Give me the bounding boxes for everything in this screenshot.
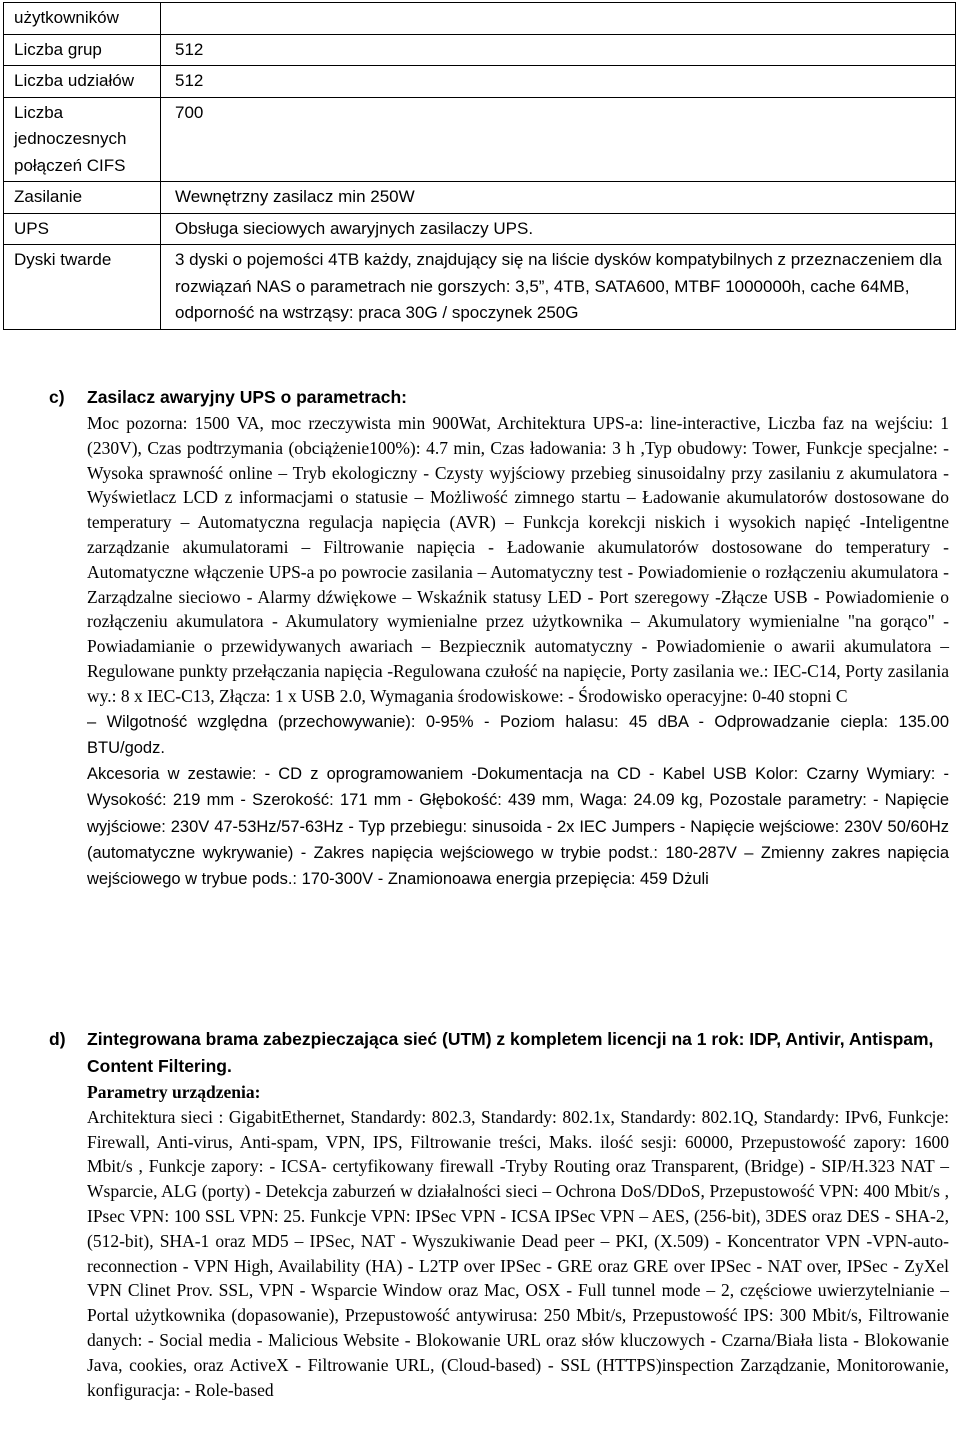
section-title: Zasilacz awaryjny UPS o parametrach: [87,387,407,407]
ups-parameters-text-continued [87,709,949,893]
paragraph: Moc pozorna: 1500 VA, moc rzeczywista min 900Wat, Architektura UPS-a: line-interactive, Liczba faz na wejściu: 1 (230V), Czas podtrzymania (obciążenie100%): 4.7 min, Czas ładowania: 3 h ,Typ obudowy: Tower, Funkcje specjalne: - Wysoka sprawność online – Tryb ekologiczny - Czysty wyjściowy przebieg sinusoidalny przy zasilaniu z akumulatora - Wyświetlacz LCD z informacjami o statusie – Możliwość zimnego startu – Ładowanie akumulatorów dostosowane do temperatury – Automatyczna regulacja napięcia (AVR) – Funkcja korekcji niskich i wysokich napięć -Inteligentne zarządzanie akumulatorami – Filtrowanie napięcia - Ładowanie akumulatorów dostosowane do temperatury - Automatyczne włączenie UPS-a po powrocie zasilania – Automatyczny test - Powiadomienie o rozłączeniu akumulatora - Zarządzalne sieciowo - Alarmy dźwiękowe – Wskaźnik statusy LED - Port szeregowy -Złącze USB - Powiadomienie o rozłączeniu akumulatora - Akumulatory wymienialne przez użytkownika – Akumulatory wymienialne "na gorąco" - Powiadamianie o przewidywanych awariach – Bezpiecznik automatyczny - Powiadomienie o awarii akumulatora – Regulowane punkty przełączania napięcia -Regulowana czułość na napięcie, Porty zasilania we.: IEC-C14, Porty zasilania wy.: 8 x IEC-C13, Złącza: 1 x USB 2.0, Wymagania środowiskowe: - Środowisko operacyjne: 0-40 stopni C [87,413,949,706]
paragraph: Architektura sieci : GigabitEthernet, Standardy: 802.3, Standardy: 802.1x, Standardy: 802.1Q, Standardy: IPv6, Funkcje: Firewall, Anti-virus, Anti-spam, VPN, IPS, Filtrowanie treści, Maks. ilość sesji: 60000, Przepustowość zapory: 1600 Mbit/s , Funkcje zapory: - ICSA- certyfikowany firewall -Tryby Routing oraz Transparent, (Bridge) - SIP/H.323 NAT – Wsparcie, ALG (porty) - Detekcja zaburzeń w działalności sieci – Ochrona DoS/DDoS, Przepustowość VPN: 400 Mbit/s , IPsec VPN: 100 SSL VPN: 25. Funkcje VPN: IPSec VPN - ICSA IPSec VPN – AES, (256-bit), 3DES oraz DES - SHA-2, (512-bit), SHA-1 oraz MD5 – IPSec, NAT - Wyszukiwanie Dead peer – PKI, (X.509) - Koncentrator VPN -VPN-auto-reconnection - VPN High, Availability (HA) - L2TP over IPSec - GRE oraz GRE over IPSec - NAT over, IPSec - ZyXel VPN Clinet Prov. SSL, VPN - Wsparcie Window oraz Mac, OSX - Full tunnel mode – 2, częściowe uwierzytelnianie – Portal użytkownika (dopasowanie), Przepustowość antywirusa: 250 Mbit/s, Przepustowość IPS: 300 Mbit/s, Filtrowanie danych: - Social media - Malicious Website - Blokowanie URL oraz słów kluczowych - Czarna/Biała lista - Blokowanie Java, cookies, oraz ActiveX - Filtrowanie URL, (Cloud-based) - SSL (HTTPS)inspection Zarządzanie, Monitorowanie, konfiguracja: - Role-based [87,1106,949,1400]
table-row [4,213,956,245]
spec-label: Liczba grup [4,34,161,66]
ups-parameters-text [87,411,949,709]
section-ups [49,384,949,893]
spec-label: UPS [4,213,161,245]
paragraph: Akcesoria w zestawie: - CD z oprogramowaniem -Dokumentacja na CD - Kabel USB Kolor: Czarny Wymiary: - Wysokość: 219 mm - Szerokość: 171 mm - Głębokość: 439 mm, Waga: 24.09 kg, Pozostale parametry: - Napięcie wyjściowe: 230V 47-53Hz/57-63Hz - Typ przebiegu: sinusoida - 2x IEC Jumpers - Napięcie wejściowe: 230V 50/60Hz (automatyczne wykrywanie) - Zakres napięcia wejściowego w trybie podst.: 180-287V – Zmienny zakres napięcia wejściowego w trybue pods.: 170-300V - Znamionoawa energia przepięcia: 459 Dżuli [87,765,949,889]
spec-label: Dyski twarde [4,245,161,330]
spec-table-body [4,3,956,330]
table-row [4,3,956,35]
spec-label: Zasilanie [4,182,161,214]
spec-value [161,3,956,35]
table-row [4,34,956,66]
spec-value: 700 [161,97,956,182]
spec-value: 3 dyski o pojemości 4TB każdy, znajdujący się na liście dysków kompatybilnych z przeznaczeniem dla rozwiązań NAS o parametrach nie gorszych: 3,5”, 4TB, SATA600, MTBF 1000000h, cache 64MB, odporność na wstrząsy: praca 30G / spoczynek 250G [161,245,956,330]
table-row [4,97,956,182]
section-title: Zintegrowana brama zabezpieczająca sieć (UTM) z kompletem licencji na 1 rok: IDP, Antivir, Antispam, Content Filtering. [87,1029,934,1076]
spec-label: użytkowników [4,3,161,35]
section-utm [49,1026,949,1402]
table-row [4,245,956,330]
spec-value: 512 [161,66,956,98]
section-heading [49,384,949,411]
table-row [4,66,956,98]
list-marker: c) [49,387,65,407]
spec-label: Liczba jednoczesnych połączeń CIFS [4,97,161,182]
spec-label: Liczba udziałów [4,66,161,98]
spec-value: Wewnętrzny zasilacz min 250W [161,182,956,214]
table-row [4,182,956,214]
spec-value: 512 [161,34,956,66]
spec-table [3,2,956,330]
paragraph: – Wilgotność względna (przechowywanie): 0-95% - Poziom halasu: 45 dBA - Odprowadzanie ciepla: 135.00 BTU/godz. [87,712,949,757]
list-marker: d) [49,1029,66,1049]
section-heading [49,1026,949,1080]
section-subheading: Parametry urządzenia: [87,1082,261,1102]
utm-parameters-text [87,1105,949,1403]
spec-value: Obsługa sieciowych awaryjnych zasilaczy UPS. [161,213,956,245]
